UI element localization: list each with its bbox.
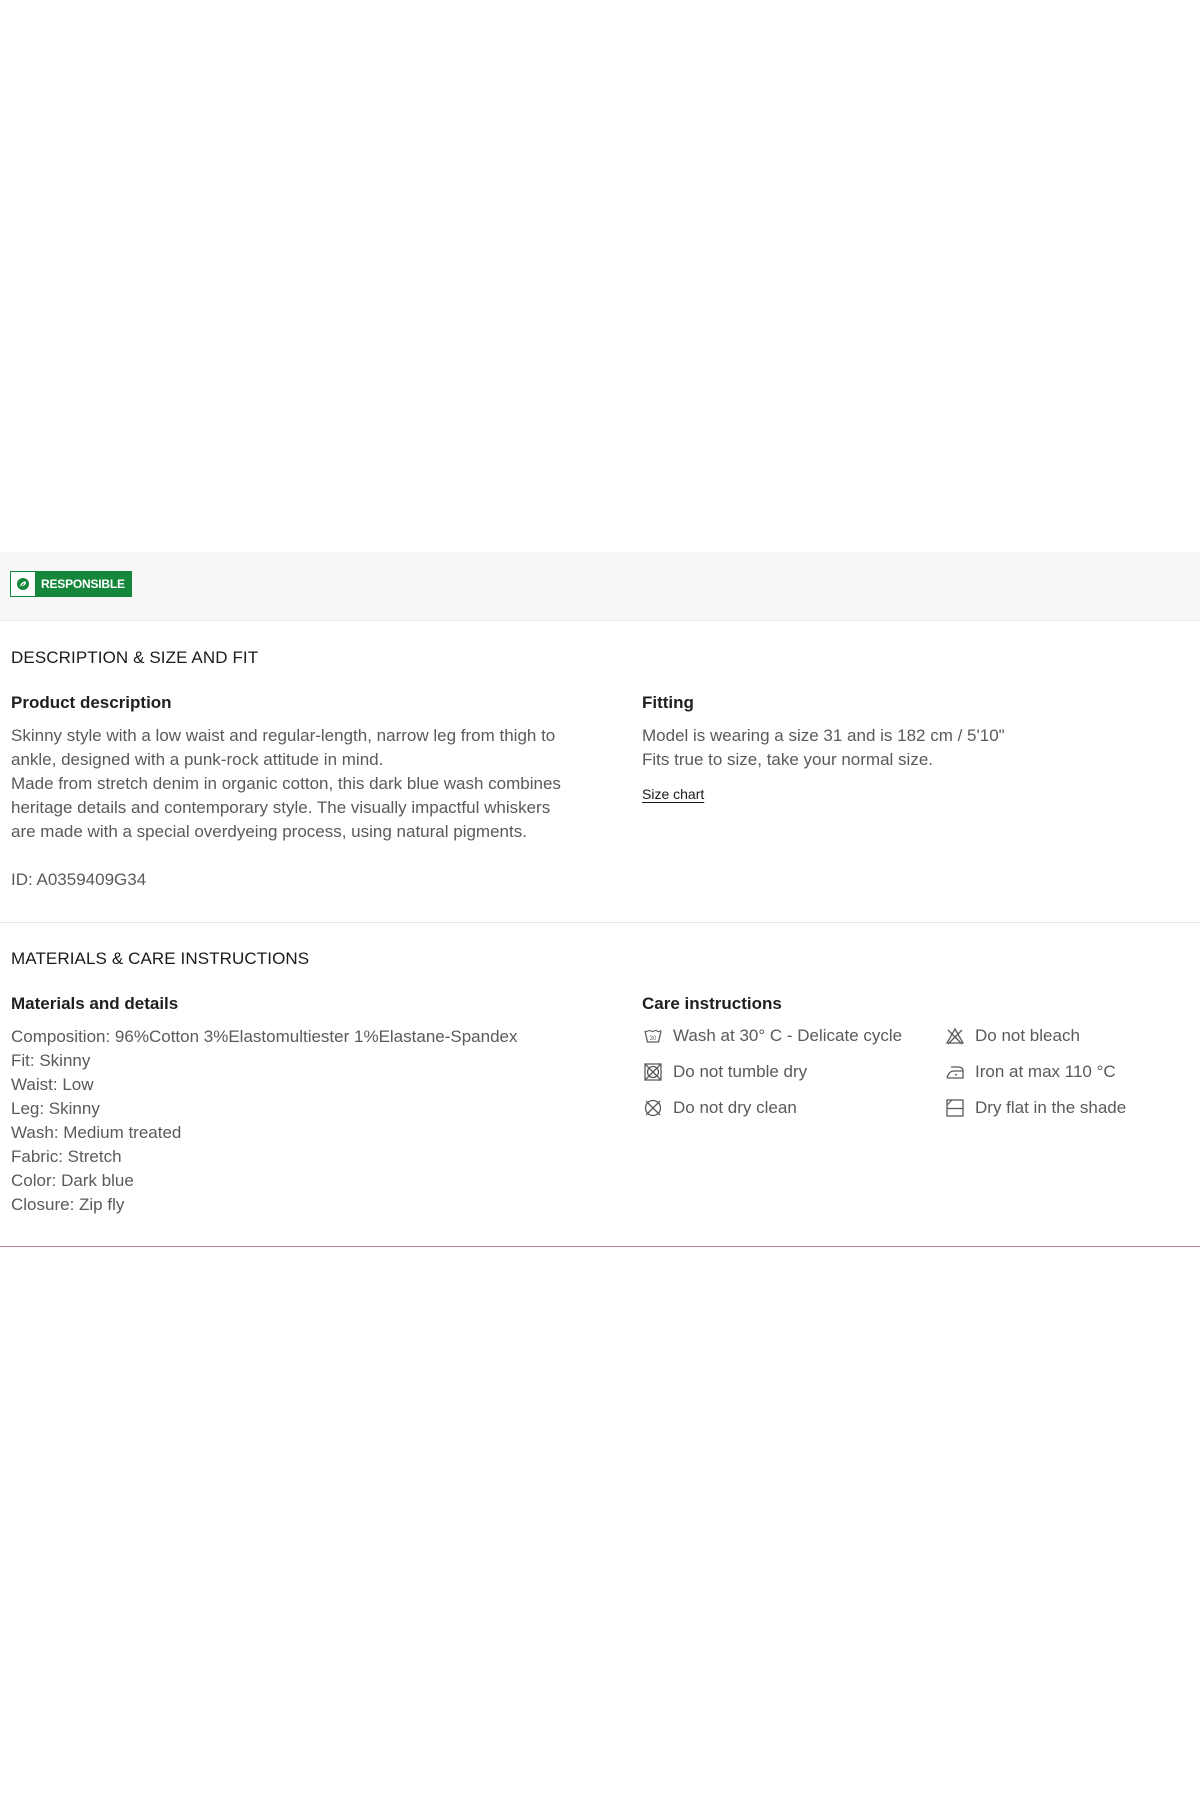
care-item-wash xyxy=(643,1026,902,1046)
do-not-bleach-icon xyxy=(945,1026,965,1046)
fitting-text xyxy=(642,724,1005,772)
care-item-label: Dry flat in the shade xyxy=(975,1098,1127,1117)
material-detail: Closure: Zip fly xyxy=(11,1195,125,1214)
material-detail: Fabric: Stretch xyxy=(11,1147,122,1166)
material-detail: Fit: Skinny xyxy=(11,1051,91,1070)
care-item-label: Do not bleach xyxy=(975,1026,1080,1045)
care-item-tumble xyxy=(643,1062,807,1082)
description-section-title: DESCRIPTION & SIZE AND FIT xyxy=(11,648,259,667)
material-detail: Leg: Skinny xyxy=(11,1099,100,1118)
responsible-badge-label: RESPONSIBLE xyxy=(35,572,131,596)
materials-title: Materials and details xyxy=(11,994,179,1013)
size-chart-link[interactable]: Size chart xyxy=(642,786,705,802)
do-not-tumble-dry-icon xyxy=(643,1062,663,1082)
description-line: ankle, designed with a punk-rock attitude in mind. xyxy=(11,750,384,769)
description-line: Made from stretch denim in organic cotton, this dark blue wash combines xyxy=(11,774,561,793)
fitting-line: Model is wearing a size 31 and is 182 cm / 5'10" xyxy=(642,726,1005,745)
care-item-dry-clean xyxy=(643,1098,797,1118)
product-id: ID: A0359409G34 xyxy=(11,870,147,889)
description-line: are made with a special overdyeing process, using natural pigments. xyxy=(11,822,527,841)
fitting-title: Fitting xyxy=(642,693,694,712)
care-item-label: Do not tumble dry xyxy=(673,1062,808,1081)
material-detail: Composition: 96%Cotton 3%Elastomultiester 1%Elastane-Spandex xyxy=(11,1027,518,1046)
materials-list xyxy=(11,1025,518,1217)
material-detail: Waist: Low xyxy=(11,1075,94,1094)
fitting-line: Fits true to size, take your normal size. xyxy=(642,750,933,769)
responsible-banner xyxy=(0,552,1200,621)
care-item-bleach xyxy=(945,1026,1080,1046)
section-divider xyxy=(0,922,1200,923)
bottom-divider xyxy=(0,1246,1200,1247)
leaf-icon xyxy=(11,572,35,596)
description-line: heritage details and contemporary style. The visually impactful whiskers xyxy=(11,798,551,817)
iron-low-icon xyxy=(945,1062,965,1082)
care-item-label: Do not dry clean xyxy=(673,1098,797,1117)
responsible-badge xyxy=(10,571,132,597)
description-line: Skinny style with a low waist and regular-length, narrow leg from thigh to xyxy=(11,726,556,745)
material-detail: Color: Dark blue xyxy=(11,1171,134,1190)
product-description-title: Product description xyxy=(11,693,172,712)
material-detail: Wash: Medium treated xyxy=(11,1123,182,1142)
product-description-text xyxy=(11,724,561,844)
wash-30-icon xyxy=(643,1026,663,1046)
materials-section-title: MATERIALS & CARE INSTRUCTIONS xyxy=(11,949,310,968)
care-item-iron xyxy=(945,1062,1116,1082)
care-item-label: Iron at max 110 °C xyxy=(975,1062,1116,1081)
dry-flat-shade-icon xyxy=(945,1098,965,1118)
care-item-label: Wash at 30° C - Delicate cycle xyxy=(673,1026,903,1045)
svg-text:30: 30 xyxy=(649,1036,657,1042)
do-not-dry-clean-icon xyxy=(643,1098,663,1118)
care-instructions-title: Care instructions xyxy=(642,994,782,1013)
care-item-dry-flat xyxy=(945,1098,1126,1118)
